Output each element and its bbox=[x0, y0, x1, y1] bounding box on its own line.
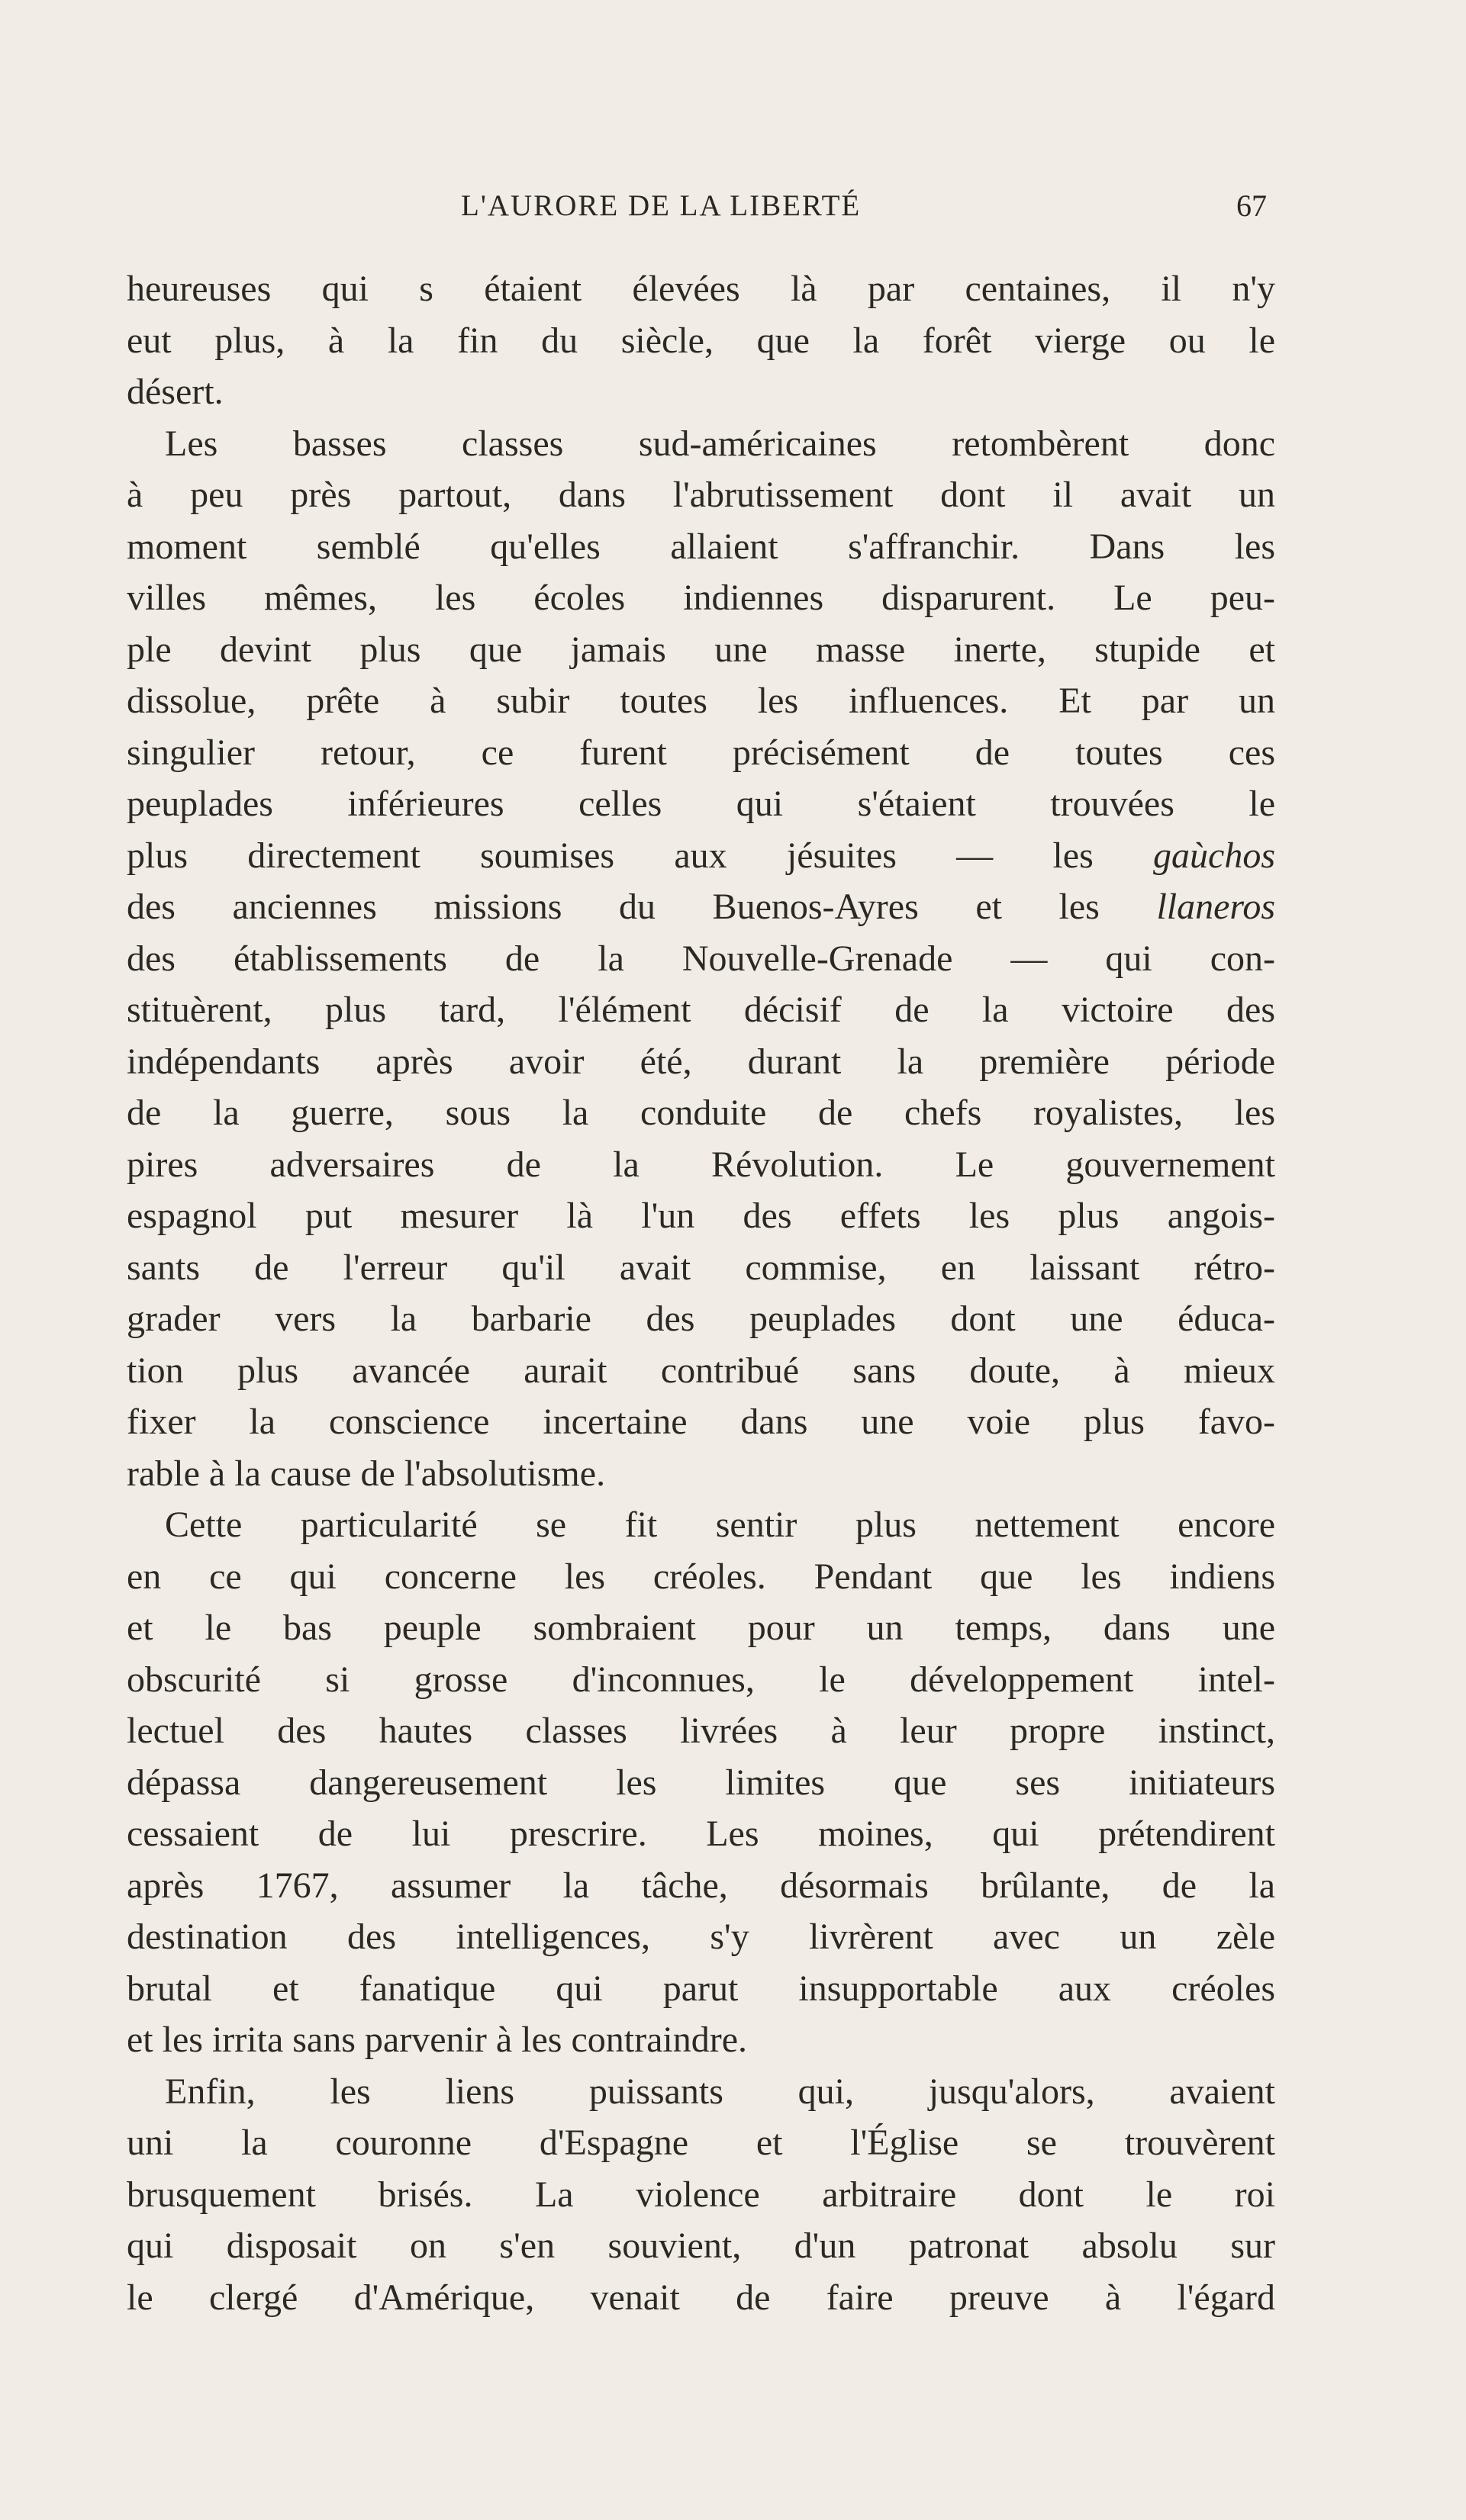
text-line: grader vers la barbarie des peuplades dont une éduca- bbox=[127, 1299, 1275, 1339]
text-line: brutal et fanatique qui parut insupportable aux créoles bbox=[127, 1968, 1275, 2009]
text-line: après 1767, assumer la tâche, désormais brûlante, de la bbox=[127, 1865, 1275, 1906]
page-number: 67 bbox=[1236, 188, 1267, 223]
running-title: L'AURORE DE LA LIBERTÉ bbox=[461, 189, 862, 222]
text-line: pires adversaires de la Révolution. Le gouvernement bbox=[127, 1144, 1275, 1185]
text-line: en ce qui concerne les créoles. Pendant que les indiens bbox=[127, 1556, 1275, 1597]
text-line: de la guerre, sous la conduite de chefs royalistes, les bbox=[127, 1093, 1275, 1133]
text-line: des établissements de la Nouvelle-Grenade — qui con- bbox=[127, 938, 1275, 979]
text-line: stituèrent, plus tard, l'élément décisif de la victoire des bbox=[127, 990, 1275, 1030]
text-line: désert. bbox=[127, 372, 224, 412]
text-line: lectuel des hautes classes livrées à leur propre instinct, bbox=[127, 1711, 1275, 1751]
text-line: qui disposait on s'en souvient, d'un patronat absolu sur bbox=[127, 2226, 1275, 2266]
italic-term: gaùchos bbox=[1153, 835, 1275, 876]
text-line bbox=[127, 830, 1275, 882]
text-line: Enfin, les liens puissants qui, jusqu'alors, avaient bbox=[165, 2071, 1275, 2112]
text-line: Les basses classes sud-américaines retombèrent donc bbox=[165, 423, 1275, 464]
text-line: heureuses qui s étaient élevées là par centaines, il n'y bbox=[127, 269, 1275, 309]
text-line: ple devint plus que jamais une masse inerte, stupide et bbox=[127, 629, 1275, 670]
text-line: peuplades inférieures celles qui s'étaient trouvées le bbox=[127, 784, 1275, 824]
italic-term: llaneros bbox=[1156, 887, 1275, 927]
text-line: indépendants après avoir été, durant la première période bbox=[127, 1041, 1275, 1082]
text-line: Cette particularité se fit sentir plus nettement encore bbox=[165, 1505, 1275, 1545]
text-line: singulier retour, ce furent précisément de toutes ces bbox=[127, 732, 1275, 773]
body-text bbox=[127, 263, 1275, 2323]
text-line: le clergé d'Amérique, venait de faire preuve à l'égard bbox=[127, 2277, 1275, 2318]
text-line: à peu près partout, dans l'abrutissement dont il avait un bbox=[127, 475, 1275, 515]
text-segment: des anciennes missions du Buenos-Ayres et les bbox=[127, 887, 1157, 927]
text-line: espagnol put mesurer là l'un des effets les plus angois- bbox=[127, 1196, 1275, 1236]
text-line: obscurité si grosse d'inconnues, le développement intel- bbox=[127, 1659, 1275, 1700]
text-line: brusquement brisés. La violence arbitraire dont le roi bbox=[127, 2174, 1275, 2215]
page-header bbox=[0, 183, 1466, 229]
text-line: villes mêmes, les écoles indiennes disparurent. Le peu- bbox=[127, 578, 1275, 618]
text-line bbox=[127, 881, 1275, 933]
text-line: et le bas peuple sombraient pour un temps, dans une bbox=[127, 1608, 1275, 1648]
text-line: uni la couronne d'Espagne et l'Église se trouvèrent bbox=[127, 2123, 1275, 2163]
text-line: et les irrita sans parvenir à les contraindre. bbox=[127, 2020, 747, 2060]
text-line: sants de l'erreur qu'il avait commise, en laissant rétro- bbox=[127, 1247, 1275, 1288]
text-line: dépassa dangereusement les limites que ses initiateurs bbox=[127, 1762, 1275, 1803]
text-line: destination des intelligences, s'y livrèrent avec un zèle bbox=[127, 1917, 1275, 1957]
text-line: tion plus avancée aurait contribué sans doute, à mieux bbox=[127, 1350, 1275, 1391]
text-line: rable à la cause de l'absolutisme. bbox=[127, 1453, 606, 1494]
text-line: eut plus, à la fin du siècle, que la forêt vierge ou le bbox=[127, 320, 1275, 361]
text-line: dissolue, prête à subir toutes les influences. Et par un bbox=[127, 681, 1275, 721]
text-line: moment semblé qu'elles allaient s'affranchir. Dans les bbox=[127, 526, 1275, 567]
text-line: cessaient de lui prescrire. Les moines, qui prétendirent bbox=[127, 1814, 1275, 1854]
text-segment: plus directement soumises aux jésuites — les bbox=[127, 835, 1154, 876]
text-line: fixer la conscience incertaine dans une voie plus favo- bbox=[127, 1402, 1275, 1442]
